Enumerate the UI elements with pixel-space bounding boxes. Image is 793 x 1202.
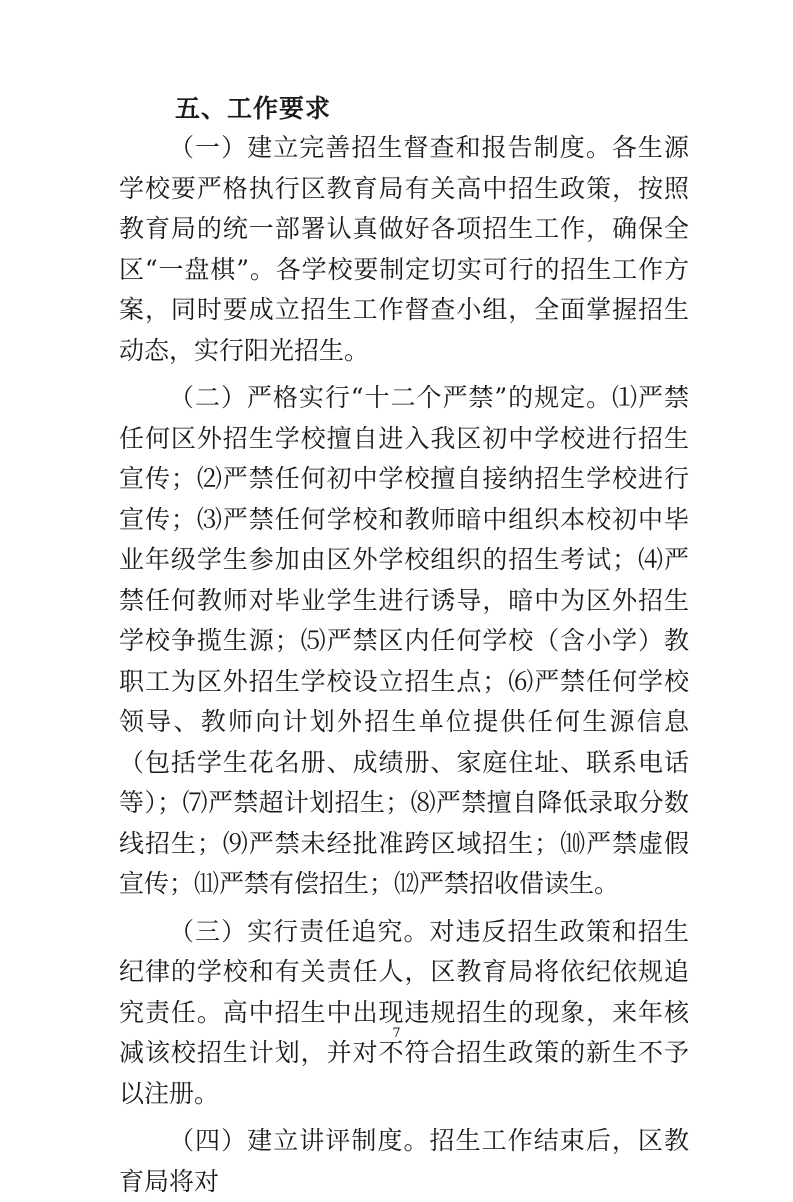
section-heading: 五、工作要求 xyxy=(175,94,332,123)
paragraph-4: （四）建立讲评制度。招生工作结束后，区教育局将对 xyxy=(119,1126,689,1196)
paragraph-1: （一）建立完善招生督查和报告制度。各生源学校要严格执行区教育局有关高中招生政策，按照教育局的统一部署认真做好各项招生工作，确保全区“一盘棋”。各学校要制定切实可行的招生工作方案，同时要成立招生工作督查小组，全面掌握招生动态，实行阳光招生。 xyxy=(119,133,689,365)
paragraph-2: （二）严格实行“十二个严禁”的规定。⑴严禁任何区外招生学校擅自进入我区初中学校进行招生宣传；⑵严禁任何初中学校擅自接纳招生学校进行宣传；⑶严禁任何学校和教师暗中组织本校初中毕业年级学生参加由区外学校组织的招生考试；⑷严禁任何教师对毕业学生进行诱导，暗中为区外招生学校争揽生源；⑸严禁区内任何学校（含小学）教职工为区外招生学校设立招生点；⑹严禁任何学校领导、教师向计划外招生单位提供任何生源信息（包括学生花名册、成绩册、家庭住址、联系电话等）；⑺严禁超计划招生；⑻严禁擅自降低录取分数线招生；⑼严禁未经批准跨区域招生；⑽严禁虚假宣传；⑾严禁有偿招生；⑿严禁招收借读生。 xyxy=(119,383,689,898)
paragraph-3: （三）实行责任追究。对违反招生政策和招生纪律的学校和有关责任人，区教育局将依纪依规追究责任。高中招生中出现违规招生的现象，来年核减该校招生计划，并对不符合招生政策的新生不予以注册。 xyxy=(119,916,689,1108)
page-number: 7 xyxy=(392,1026,401,1041)
